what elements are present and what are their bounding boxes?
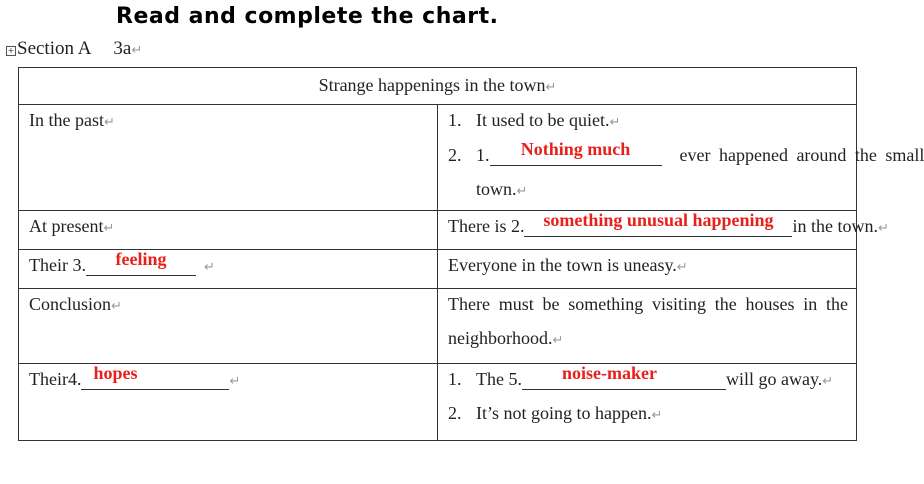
list-number: 2. [448,403,462,423]
answer-blank-2[interactable] [524,210,792,237]
label-cell [19,211,438,250]
chart-title: Strange happenings in the town [318,75,546,95]
label-text: Conclusion [29,294,112,314]
answer-2: something unusual happening [543,210,774,230]
hopes-line-2 [448,403,662,424]
return-mark: ↵ [103,220,115,235]
line-text: neighborhood. [448,328,553,348]
title-row [19,68,857,105]
answer-1: Nothing much [520,139,631,159]
content-cell [438,105,924,211]
row-label [29,363,241,390]
list-number: 1. [448,110,462,130]
return-mark: ↵ [545,79,557,94]
answer-4: hopes [93,363,138,383]
past-line-2 [448,139,924,166]
content-cell [438,250,857,289]
line-text: will go away. [725,369,823,389]
feeling-line [448,255,688,276]
answer-3: feeling [115,249,167,269]
chart-title-cell [19,68,857,105]
row-in-the-past [19,105,857,211]
answer-blank-1[interactable] [490,139,662,166]
happenings-chart [18,67,924,441]
section-label [17,38,142,60]
return-mark: ↵ [877,220,889,235]
label-text: At present [29,216,104,236]
return-mark: ↵ [203,259,215,274]
label-text: Their4. [29,369,82,389]
answer-blank-5[interactable] [522,363,726,390]
line-text: in the town. [792,216,878,236]
line-text: There is 2. [448,216,525,236]
instruction-heading: Read and complete the chart. [116,4,499,29]
section-name: Section A [17,38,92,59]
row-their-hopes [19,364,857,441]
return-mark: ↵ [131,42,143,57]
section-part: 3a [113,38,132,59]
row-at-present [19,211,857,250]
return-mark: ↵ [609,114,621,129]
label-cell [19,250,438,289]
return-mark: ↵ [651,407,663,422]
past-line-1 [448,110,620,131]
label-cell [19,289,438,364]
return-mark: ↵ [111,298,122,313]
content-cell [438,364,857,441]
row-conclusion [19,289,857,364]
label-text: In the past [29,110,104,130]
line-text: Everyone in the town is uneasy. [448,255,677,275]
answer-blank-4[interactable] [81,363,229,390]
row-label [29,110,115,131]
hopes-line-1 [448,363,834,390]
answer-blank-3[interactable] [86,249,196,276]
line-text: ever happened around the small [679,145,924,165]
label-cell [19,105,438,211]
table-anchor-icon[interactable]: + [7,46,15,55]
row-label [29,216,114,237]
return-mark: ↵ [822,373,834,388]
past-line-3 [476,179,527,200]
row-label [29,249,215,276]
conclusion-line-1: There must be something visiting the houses in the [448,294,848,314]
return-mark: ↵ [229,373,241,388]
row-their-feeling [19,250,857,289]
label-cell [19,364,438,441]
content-cell [438,289,857,364]
conclusion-line-2 [448,328,563,349]
answer-5: noise-maker [561,363,657,383]
present-line [448,210,889,237]
return-mark: ↵ [552,332,564,347]
label-text: Their 3. [29,255,86,275]
list-number: 1. [448,369,462,389]
blank-number: 1. [476,145,490,165]
line-text: It’s not going to happen. [476,403,652,423]
line-text: The 5. [476,369,522,389]
return-mark: ↵ [103,114,115,129]
line-text: It used to be quiet. [476,110,610,130]
content-cell [438,210,889,250]
line-text: town. [476,179,517,199]
row-label [29,294,122,315]
return-mark: ↵ [516,183,528,198]
return-mark: ↵ [676,259,688,274]
list-number: 2. [448,145,462,165]
